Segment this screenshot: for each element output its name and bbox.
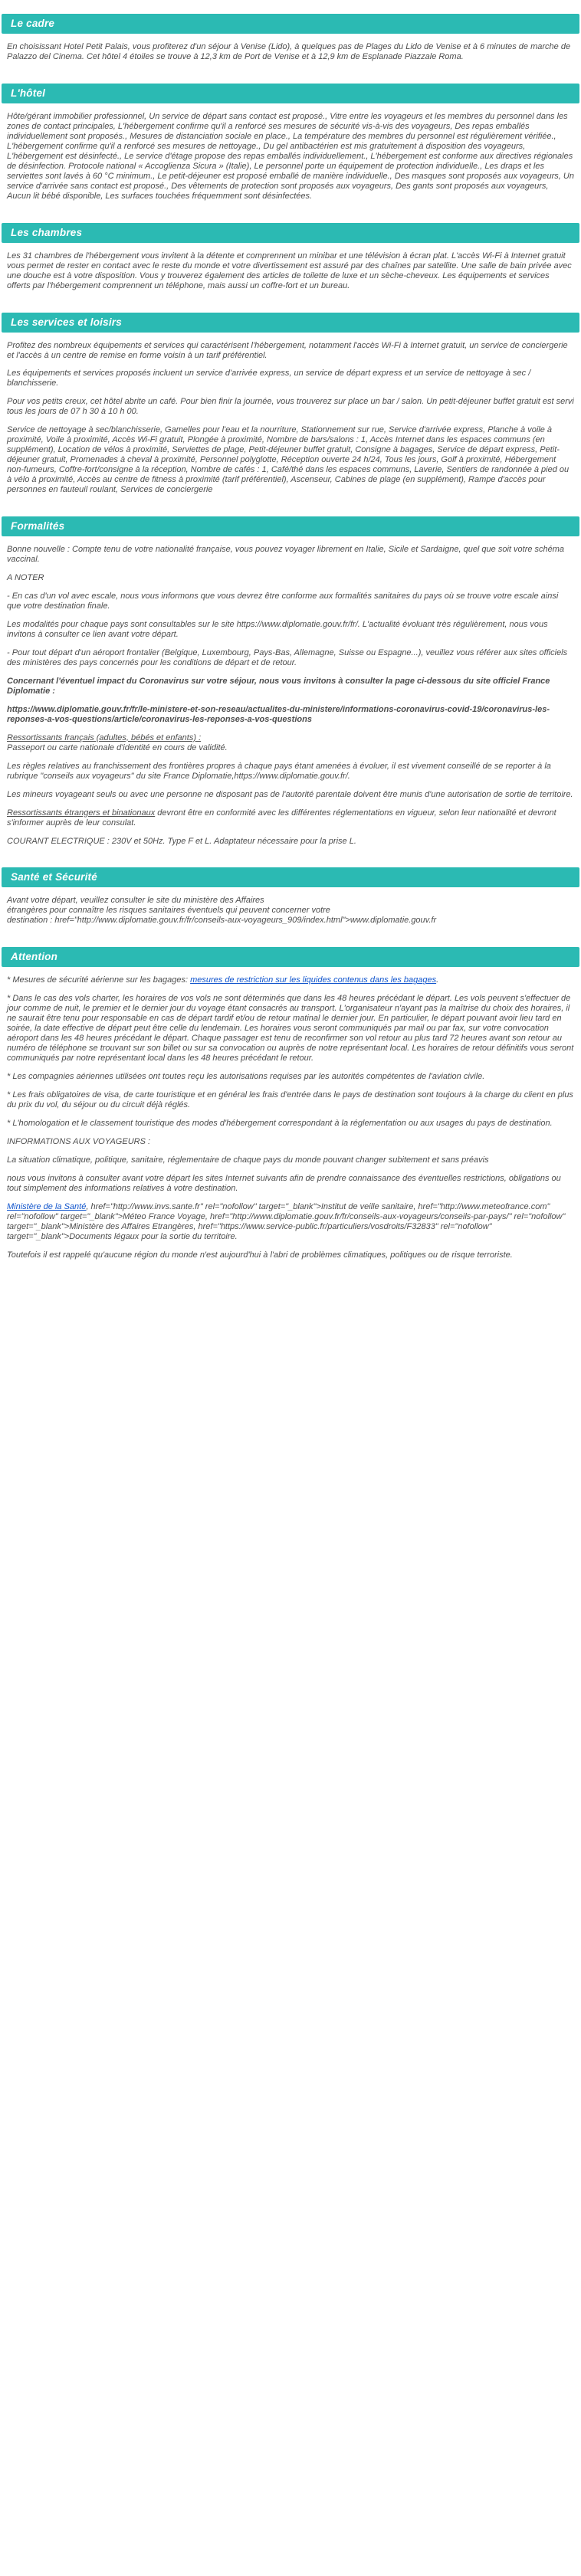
section-header-services xyxy=(2,313,579,333)
paragraph-visa-fees: * Les frais obligatoires de visa, de carte touristique et en général les frais d'entrée dans le pays de destination sont toujours à la charge du client en plus du prix du vol, du séjour ou du circuit déjà réglés. xyxy=(7,1090,573,1110)
section-header-chambres xyxy=(2,223,579,243)
section-content-sante-securite xyxy=(0,896,581,926)
paragraph-coronavirus-notice: Concernant l'éventuel impact du Coronavirus sur votre séjour, nous vous invitons à consulter la page ci-dessous du site officiel France Diplomatie : xyxy=(7,676,550,696)
paragraph: Les mineurs voyageant seuls ou avec une personne ne disposant pas de l'autorité parentale doivent être munis d'une autorisation de sortie de territoire. xyxy=(7,789,573,799)
sante-line-3: destination : href="http://www.diplomatie.gouv.fr/fr/conseils-aux-voyageurs_909/index.html">www.diplomatie.gouv.fr xyxy=(7,916,437,926)
paragraph: Bonne nouvelle : Compte tenu de votre nationalité française, vous pouvez voyager librement en Italie, Sicile et Sardaigne, quel que soit votre schéma vaccinal. xyxy=(7,545,565,565)
paragraph-coronavirus-url: https://www.diplomatie.gouv.fr/fr/le-ministere-et-son-reseau/actualites-du-ministere/informations-coronavirus-covid-19/coronavirus-les-reponses-a-vos-questions/article/coronavirus-les-reponses-a-vos-questions xyxy=(7,704,550,724)
section-header-hotel xyxy=(2,84,579,103)
paragraph: En choisissant Hotel Petit Palais, vous profiterez d'un séjour à Venise (Lido), à quelques pas de Plages du Lido de Venise et à 6 minutes de marche de Palazzo del Cinema. Cet hôtel 4 étoiles se trouve à 12,3 km de Port de Venise et à 12,9 km de Esplanade Piazzale Roma. xyxy=(7,42,571,61)
paragraph-situation: La situation climatique, politique, sanitaire, réglementaire de chaque pays du monde pouvant changer subitement et sans préavis xyxy=(7,1155,489,1165)
sante-line-2: étrangères pour connaître les risques sanitaires éventuels qui peuvent concerner votre xyxy=(7,906,330,916)
section-le-cadre xyxy=(0,14,581,62)
official-links-text: , href="http://www.invs.sante.fr" rel="nofollow" target="_blank">Institut de veille sanitaire, href="http://www.meteofrance.com" rel="nofollow" target="_blank">Méteo France Voyage, href="http://www.diplomatie.gouv.fr/fr/conseils-aux-voyageurs/conseils-par-pays/" rel="nofollow" target="_blank">Ministère des Affaires Etrangères, href="https://www.service-public.fr/particuliers/vosdroits/F32833" rel="nofollow" target="_blank">Documents légaux pour la sortie du territoire. xyxy=(7,1201,566,1241)
paragraph: Profitez des nombreux équipements et services qui caractérisent l'hébergement, notamment l'accès Wi-Fi à Internet gratuit, un service de conciergerie et l'accès à un centre de remise en forme voisin à un tarif préférentiel. xyxy=(7,340,568,360)
section-header-le-cadre xyxy=(2,14,579,34)
paragraph: - Pour tout départ d'un aéroport frontalier (Belgique, Luxembourg, Pays-Bas, Allemagne, Suisse ou Espagne...), veuillez vous référer aux sites officiels des ministères des pays concernés pour les conditions de départ et de retour. xyxy=(7,647,568,667)
paragraph: Hôte/gérant immobilier professionnel, Un service de départ sans contact est proposé., Vitre entre les voyageurs et les membres du personnel dans les zones de contact principales, L'hébergement confirme qu'il a renforcé ses mesures de sécurité vis-à-vis des voyageurs, Des repas emballés individuellement sont proposés., Mesures de distanciation sociale en place., La température des membres du personnel est régulièrement vérifiée., L'hébergement confirme qu'il a renforcé ses mesures de nettoyage., Du gel antibactérien est mis gratuitement à disposition des voyageurs, L'hébergement est désinfecté., Le service d'étage propose des repas emballés individuellement., L'hébergement est conforme aux directives régionales de désinfection. Protocole national « Accoglienza Sicura » (Italie), Le personnel porte un équipement de protection individuelle., Les draps et les serviettes sont lavés à 60 °C minimum., Le petit-déjeuner est proposé emballé de manière individuelle., Des masques sont proposés aux voyageurs, Un service d'arrivée sans contact est proposé., Des vêtements de protection sont proposés aux voyageurs, Des gants sont proposés aux voyageurs, Aucun lit bébé disponible, Les surfaces touchées fréquemment sont désinfectées. xyxy=(7,111,574,201)
paragraph: Pour vos petits creux, cet hôtel abrite un café. Pour bien finir la journée, vous trouverez sur place un bar / salon. Un petit-déjeuner buffet gratuit est servi tous les jours de 07 h 30 à 10 h 00. xyxy=(7,397,574,417)
travel-info-document xyxy=(0,14,581,1260)
paragraph-consulter-sites: nous vous invitons à consulter avant votre départ les sites Internet suivants afin de prendre connaissance des éventuelles restrictions, obligations ou tout simplement des informations relatives à votre destination. xyxy=(7,1173,561,1193)
paragraph: Les équipements et services proposés incluent un service d'arrivée express, un service de départ express et un service de nettoyage à sec / blanchisserie. xyxy=(7,369,531,388)
paragraph-baggage-security xyxy=(7,975,574,985)
baggage-security-period: . xyxy=(436,975,439,985)
section-content-formalites xyxy=(0,545,581,846)
section-content-attention xyxy=(0,975,581,1260)
paragraph-official-links xyxy=(7,1202,574,1242)
ressortissants-francais-text: Passeport ou carte nationale d'identité en cours de validité. xyxy=(7,742,228,752)
paragraph-homologation: * L'homologation et le classement touristique des modes d'hébergement correspondant à la réglementation ou aux usages du pays de destination. xyxy=(7,1119,553,1129)
paragraph: A NOTER xyxy=(7,573,44,583)
section-title-formalites: Formalités xyxy=(11,520,65,533)
informations-voyageurs-title: INFORMATIONS AUX VOYAGEURS : xyxy=(7,1137,151,1146)
section-formalites xyxy=(0,516,581,846)
ressortissants-francais-label: Ressortissants français (adultes, bébés et enfants) : xyxy=(7,732,202,742)
section-title-attention: Attention xyxy=(11,951,58,963)
baggage-security-text: * Mesures de sécurité aérienne sur les bagages: xyxy=(7,975,191,985)
ressortissants-etrangers-text: devront être en conformité avec les différentes réglementations en vigueur, selon leur nationalité et devront s'informer auprès de leur consulat. xyxy=(7,808,556,828)
sante-line-1: Avant votre départ, veuillez consulter le site du ministère des Affaires xyxy=(7,896,264,906)
paragraph-sante xyxy=(7,896,574,926)
section-sante-securite xyxy=(0,867,581,926)
paragraph: Service de nettoyage à sec/blanchisserie, Gamelles pour l'eau et la nourriture, Stationnement sur rue, Service d'arrivée express, Planche à voile à proximité, Voile à proximité, Accès Wi-Fi gratuit, Plongée à proximité, Nombre de bars/salons : 1, Accès Internet dans les espaces communs (en supplément), Location de vélos à proximité, Serviettes de plage, Petit-déjeuner buffet gratuit, Consigne à bagages, Service de départ express, Petit-déjeuner gratuit, Promenades à cheval à proximité, Personnel polyglotte, Réception ouverte 24 h/24, Tous les jours, Golf à proximité, Hébergement non-fumeurs, Coffre-fort/consigne à la réception, Nombre de cafés : 1, Café/thé dans les espaces communs, Laverie, Sentiers de randonnée à pied ou à vélo à proximité, Accès au centre de fitness à proximité (tarif préférentiel), Ascenseur, Cabines de plage (en supplément), Rampe d'accès pour personnes en fauteuil roulant, Services de conciergerie xyxy=(7,425,570,495)
section-title-services: Les services et loisirs xyxy=(11,316,122,328)
liquids-restriction-link[interactable]: mesures de restriction sur les liquides contenus dans les bagages xyxy=(190,975,437,985)
section-header-sante-securite xyxy=(2,867,579,887)
paragraph-charter-flights: * Dans le cas des vols charter, les horaires de vos vols ne sont déterminés que dans les 48 heures précédant le départ. Les vols peuvent s'effectuer de jour comme de nuit, le premier et le dernier jour du voyage étant consacrés au transport. L'organisateur n'ayant pas la maîtrise du choix des horaires, il ne saurait être tenu pour responsable en cas de départ tardif et/ou de retour matinal le dernier jour. En particulier, le départ pouvant avoir lieu tard en soirée, la date effective de départ peut être celle du lendemain. Les horaires vous seront communiqués par mail ou par fax, sur votre convocation aéroport dans les 48 heures précédant le départ. Chaque passager est tenu de reconfirmer son vol retour au plus tard 72 heures avant son retour au numéro de téléphone se trouvant sur son billet ou sur sa convocation ou auprès de notre représentant local. Les horaires de retour définitifs vous seront communiqués par notre représentant local dans les 48 heures précédant le retour. xyxy=(7,994,574,1064)
section-services xyxy=(0,313,581,496)
section-chambres xyxy=(0,223,581,291)
paragraph-courant-electrique: COURANT ELECTRIQUE : 230V et 50Hz. Type F et L. Adaptateur nécessaire pour la prise L. xyxy=(7,836,356,846)
ministere-sante-link[interactable]: Ministère de la Santé xyxy=(7,1201,87,1211)
section-title-hotel: L'hôtel xyxy=(11,87,46,99)
ressortissants-etrangers-label: Ressortissants étrangers et binationaux xyxy=(7,808,156,818)
section-title-le-cadre: Le cadre xyxy=(11,18,55,29)
section-hotel xyxy=(0,84,581,202)
section-content-services xyxy=(0,341,581,496)
section-content-le-cadre xyxy=(0,42,581,62)
section-attention xyxy=(0,947,581,1260)
paragraph: Les 31 chambres de l'hébergement vous invitent à la détente et comprennent un minibar et une télévision à écran plat. L'accès Wi-Fi à Internet gratuit vous permet de rester en contact avec le reste du monde et votre divertissement est assuré par des chaînes par satellite. Une salle de bain privée avec une douche est à votre disposition. Vous y trouverez également des articles de toilette de luxe et un sèche-cheveux. Les équipements et services offerts par l'hébergement comprennent un téléphone, mais aussi un coffre-fort et un bureau. xyxy=(7,251,572,290)
paragraph: - En cas d'un vol avec escale, nous vous informons que vous devrez être conforme aux formalités sanitaires du pays où se trouve votre escale ainsi que votre destination finale. xyxy=(7,592,559,611)
paragraph-ressortissants-francais xyxy=(7,733,574,753)
section-title-sante-securite: Santé et Sécurité xyxy=(11,871,97,883)
paragraph-final-warning: Toutefois il est rappelé qu'aucune région du monde n'est aujourd'hui à l'abri de problèmes climatiques, politiques ou de risque terroriste. xyxy=(7,1250,513,1260)
section-header-attention xyxy=(2,947,579,967)
section-content-chambres xyxy=(0,251,581,291)
paragraph: Les modalités pour chaque pays sont consultables sur le site https://www.diplomatie.gouv.fr/fr/. L'actualité évoluant très régulièrement, nous vous invitons à consulter ce lien avant votre départ. xyxy=(7,619,548,639)
paragraph-ressortissants-etrangers xyxy=(7,808,574,828)
paragraph: Les règles relatives au franchissement des frontières propres à chaque pays étant amenées à évoluer, il est vivement conseillé de se reporter à la rubrique "conseils aux voyageurs" du site France Diplomatie,https://www.diplomatie.gouv.fr/. xyxy=(7,761,551,781)
section-header-formalites xyxy=(2,516,579,536)
paragraph-airlines: * Les compagnies aériennes utilisées ont toutes reçu les autorisations requises par les autorités compétentes de l'aviation civile. xyxy=(7,1072,485,1082)
section-content-hotel xyxy=(0,112,581,202)
section-title-chambres: Les chambres xyxy=(11,226,83,238)
